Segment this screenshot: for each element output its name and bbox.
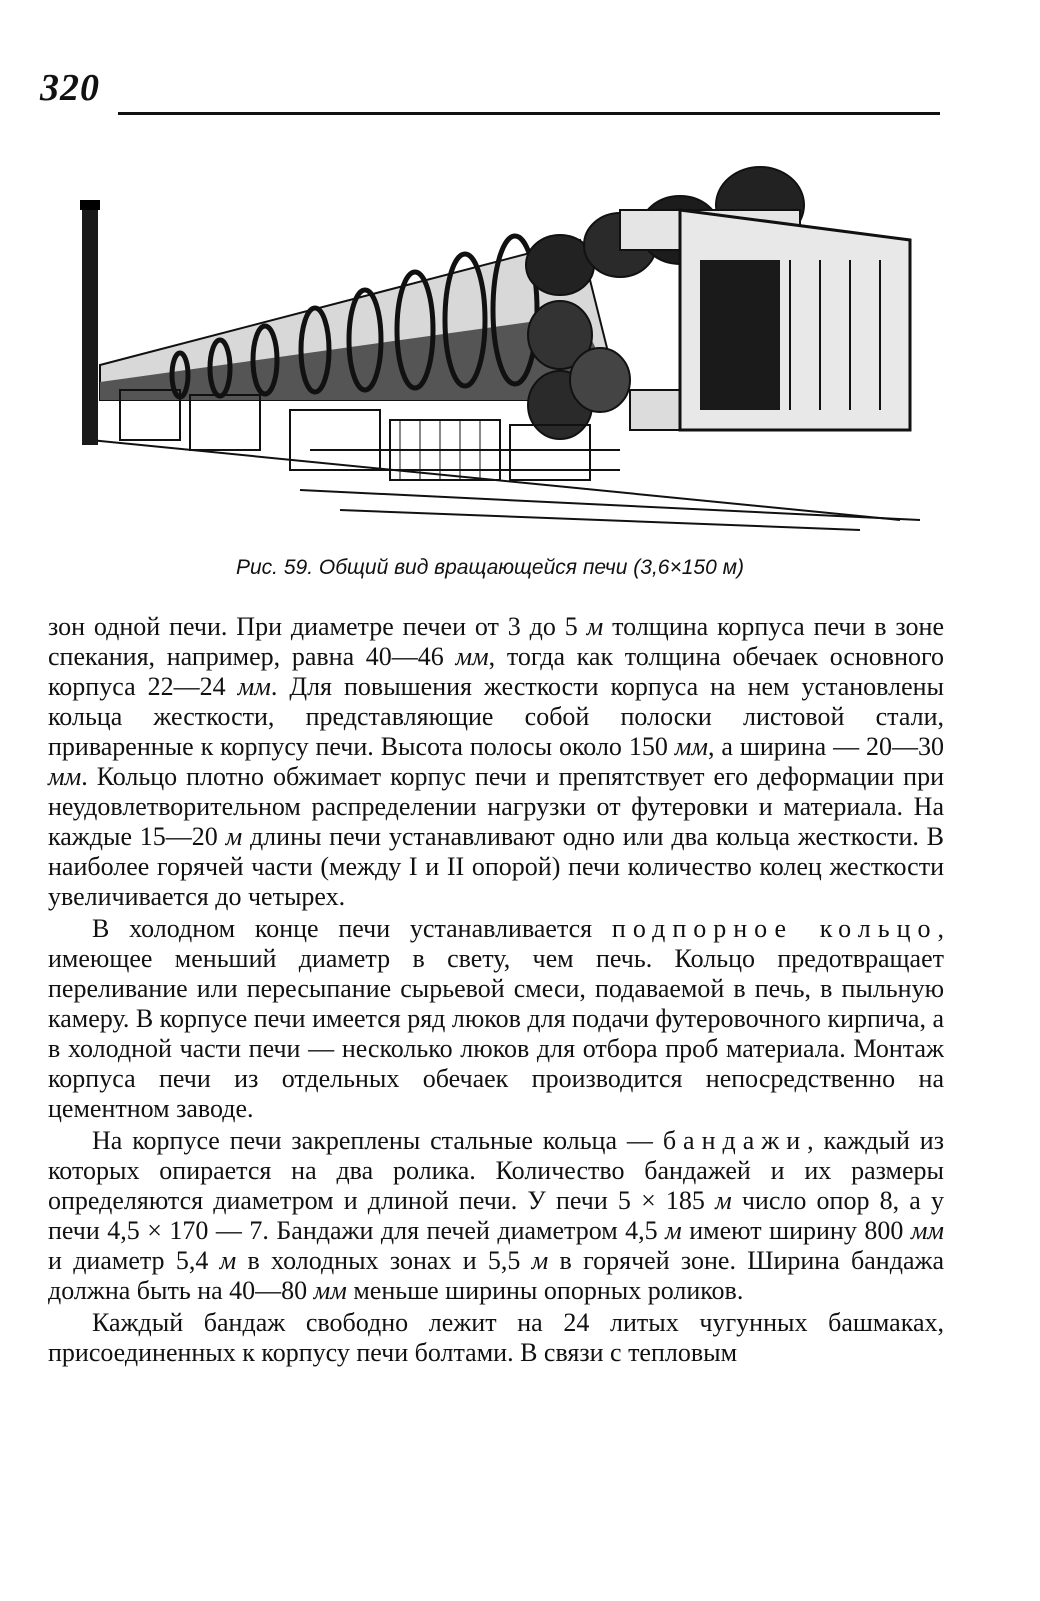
- text-run: м: [219, 1246, 237, 1275]
- text-run: . Кольцо плотно обжимает корпус печи и препятствует его деформации при неудовлетворительном распределении нагрузки от футеровки и материала. На каждые 15—20: [48, 762, 944, 851]
- text-run: , а ширина — 20—30: [707, 732, 944, 761]
- text-run: , имеющее меньший диаметр в свету, чем печь. Кольцо предотвращает переливание или пересыпание сырьевой смеси, подаваемой в печь, в пыльную камеру. В корпусе печи имеется ряд люков для подачи футеровочного кирпича, а в холодной части печи — несколько люков для отбора проб материала. Монтаж корпуса печи из отдельных обечаек производится непосредственно на цементном заводе.: [48, 914, 944, 1123]
- text-run: На корпусе печи закреплены стальные кольца —: [92, 1126, 663, 1155]
- text-run: . Для повышения жесткости корпуса на нем установлены кольца жесткости, представляющие собой полоски листовой стали, приваренные к корпусу печи. Высота полосы около 150: [48, 672, 945, 761]
- housing-frame: [680, 210, 910, 430]
- header-rule: [118, 112, 940, 115]
- text-run: , каждый из которых опирается на два ролика. Количество бандажей и их размеры определяются диаметром и длиной печи. У печи 5 × 185: [48, 1126, 944, 1215]
- text-run: в холодных зонах и 5,5: [236, 1246, 532, 1275]
- page-number: 320: [40, 67, 100, 109]
- text-run: бандажи: [662, 1126, 808, 1155]
- kiln-illustration: [60, 150, 940, 545]
- text-run: м: [715, 1186, 732, 1215]
- text-run: мм: [313, 1276, 347, 1305]
- text-run: меньше ширины опорных роликов.: [346, 1276, 744, 1305]
- text-run: мм: [674, 732, 708, 761]
- body-text: [48, 612, 944, 1370]
- paragraph: [48, 612, 944, 912]
- text-run: в горячей зоне. Ширина бандажа должна быть на 40—80: [48, 1246, 944, 1305]
- ground-lines: [90, 440, 920, 530]
- paragraph: [48, 1308, 944, 1368]
- text-run: подпорное кольцо: [611, 914, 938, 943]
- chimney: [80, 200, 100, 445]
- text-run: мм: [237, 672, 271, 701]
- text-run: м: [531, 1246, 549, 1275]
- text-run: и диаметр 5,4: [48, 1246, 220, 1275]
- paragraph: [48, 914, 944, 1124]
- paragraph: [48, 1126, 944, 1306]
- text-run: толщина корпуса печи в зоне спекания, например, равна 40—46: [48, 612, 945, 671]
- text-run: имеют ширину 800: [681, 1216, 911, 1245]
- figure-rotary-kiln: [60, 150, 940, 545]
- text-run: мм: [48, 762, 82, 791]
- text-run: м: [586, 612, 604, 641]
- text-run: м: [665, 1216, 682, 1245]
- text-run: зон одной печи. При диаметре печеи от 3 до 5: [48, 612, 587, 641]
- text-run: мм: [910, 1216, 944, 1245]
- text-run: м: [225, 822, 243, 851]
- text-run: Каждый бандаж свободно лежит на 24 литых чугунных башмаках, присоединенных к корпусу печи болтами. В связи с тепловым: [48, 1308, 944, 1367]
- text-run: число опор 8, а у печи 4,5 × 170 — 7. Бандажи для печей диаметром 4,5: [48, 1186, 944, 1245]
- figure-caption: Рис. 59. Общий вид вращающейся печи (3,6×150 м): [235, 556, 744, 579]
- text-run: мм: [455, 642, 489, 671]
- text-run: , тогда как толщина обечаек основного корпуса 22—24: [48, 642, 945, 701]
- text-run: В холодном конце печи устанавливается: [92, 914, 612, 943]
- text-run: длины печи устанавливают одно или два кольца жесткости. В наиболее горячей части (между I и II опорой) печи количество колец жесткости увеличивается до четырех.: [48, 822, 944, 911]
